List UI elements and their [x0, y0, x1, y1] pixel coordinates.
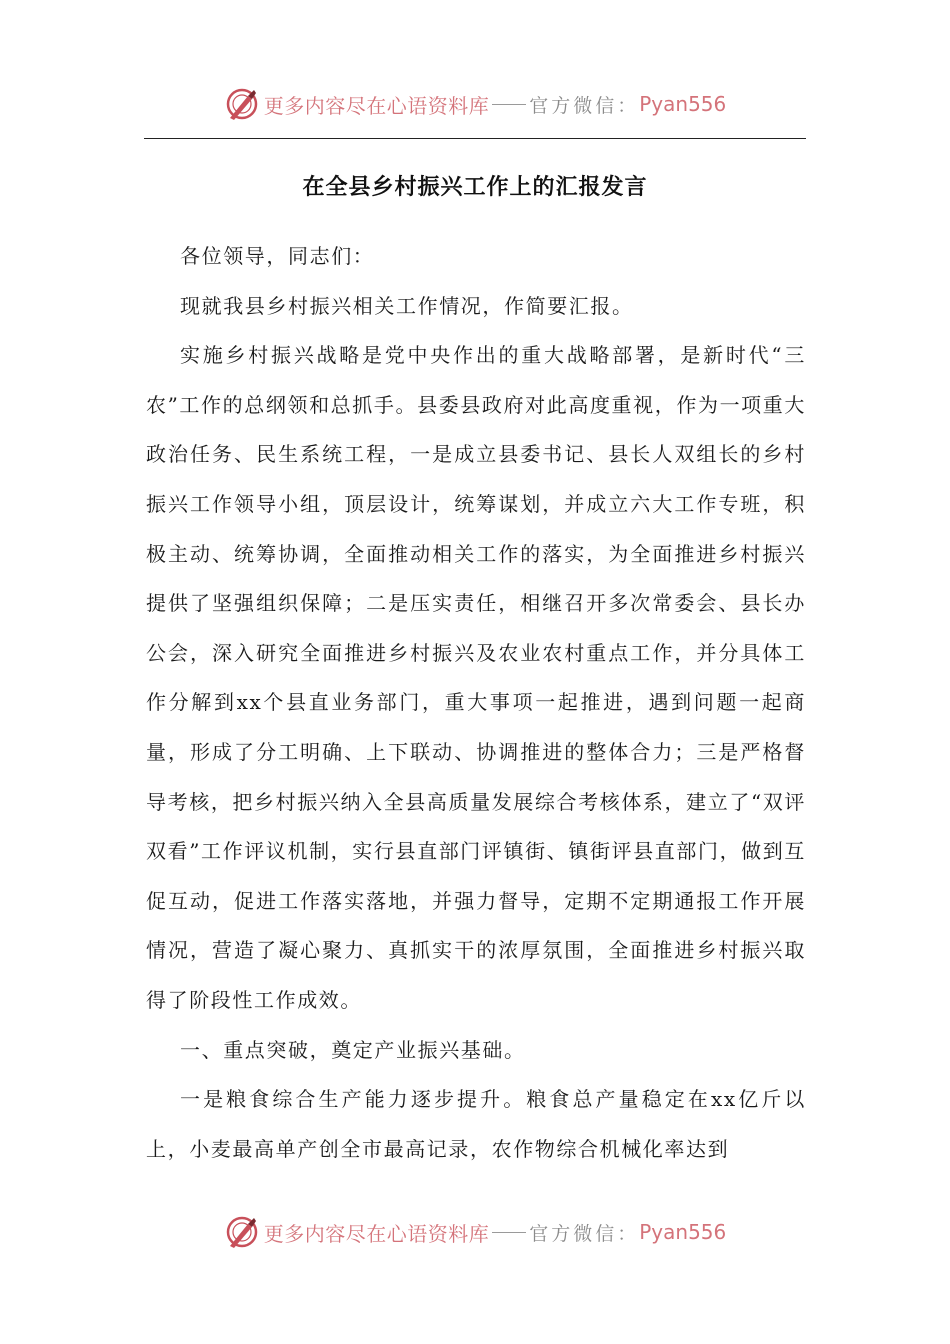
- document-body: [146, 232, 806, 1174]
- body-paragraph: 实施乡村振兴战略是党中央作出的重大战略部署，是新时代“三农”工作的总纲领和总抓手。县委县政府对此高度重视，作为一项重大政治任务、民生系统工程，一是成立县委书记、县长人双组长的乡村振兴工作领导小组，顶层设计，统筹谋划，并成立六大工作专班，积极主动、统筹协调，全面推动相关工作的落实，为全面推进乡村振兴提供了坚强组织保障；二是压实责任，相继召开多次常委会、县长办公会，深入研究全面推进乡村振兴及农业农村重点工作，并分具体工作分解到xx个县直业务部门，重大事项一起推进，遇到问题一起商量，形成了分工明确、上下联动、协调推进的整体合力；三是严格督导考核，把乡村振兴纳入全县高质量发展综合考核体系，建立了“双评双看”工作评议机制，实行县直部门评镇街、镇街评县直部门，做到互促互动，促进工作落实落地，并强力督导，定期不定期通报工作开展情况，营造了凝心聚力、真抓实干的浓厚氛围，全面推进乡村振兴取得了阶段性工作成效。: [146, 343, 806, 1012]
- salutation: 各位领导，同志们：: [180, 244, 375, 268]
- banner-slogan: 更多内容尽在心语资料库: [263, 93, 490, 118]
- header-rule: [144, 138, 806, 139]
- document-title: 在全县乡村振兴工作上的汇报发言: [302, 175, 648, 200]
- footer-banner: [0, 1212, 950, 1252]
- banner-slogan: 更多内容尽在心语资料库: [263, 1221, 490, 1246]
- banner-wechat-id: Pyan556: [639, 92, 727, 116]
- banner-dash: [492, 1232, 526, 1233]
- pen-logo-icon: [224, 86, 260, 122]
- banner-wechat-label: 官方微信：: [529, 94, 640, 117]
- section-heading: 一、重点突破，奠定产业振兴基础。: [180, 1037, 526, 1062]
- banner-wechat-id: Pyan556: [639, 1220, 727, 1244]
- header-banner: [0, 84, 950, 124]
- body-paragraph: 一是粮食综合生产能力逐步提升。粮食总产量稳定在xx亿斤以上，小麦最高单产创全市最高记录，农作物综合机械化率达到: [146, 1087, 806, 1161]
- banner-wechat-label: 官方微信：: [529, 1222, 640, 1245]
- pen-logo-icon: [224, 1214, 260, 1250]
- banner-dash: [492, 104, 526, 105]
- intro-paragraph: 现就我县乡村振兴相关工作情况，作简要汇报。: [180, 293, 634, 318]
